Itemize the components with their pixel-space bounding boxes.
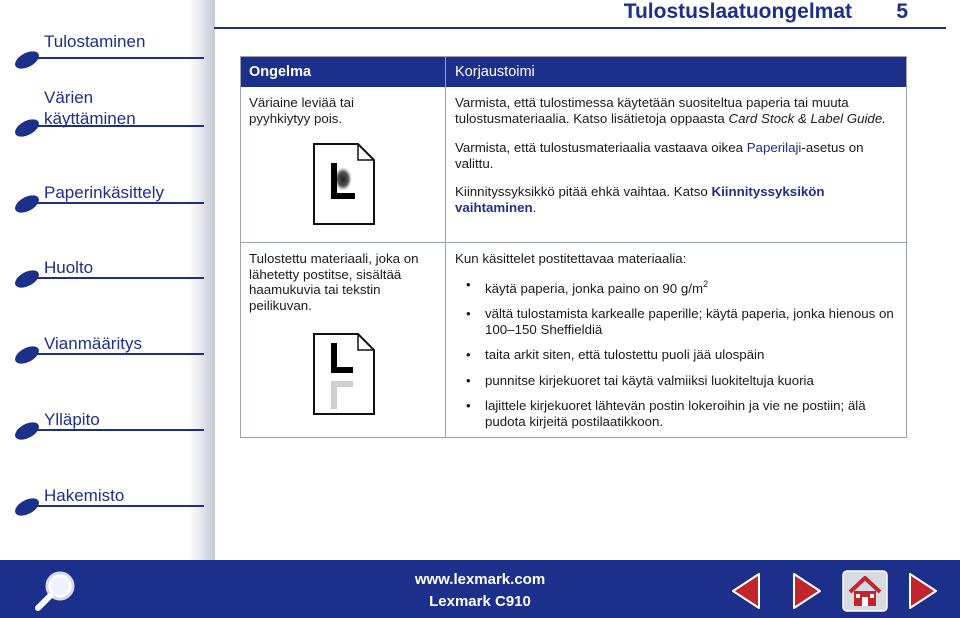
page-number: 5: [896, 0, 908, 23]
troubleshooting-table: [240, 56, 907, 438]
home-icon[interactable]: [842, 570, 888, 612]
action-paragraph: Varmista, että tulostusmateriaalia vastaava oikea Paperilaji-asetus on valittu.: [455, 140, 864, 171]
sidebar-item-hakemisto[interactable]: [14, 485, 204, 525]
sidebar-item-label: Hakemisto: [44, 486, 125, 505]
paper-type-link[interactable]: Paperilaji: [746, 140, 802, 155]
action-cell-1: [455, 95, 895, 215]
action-intro: Kun käsittelet postitettavaa materiaalia:: [455, 251, 687, 266]
sidebar-item-label: Ylläpito: [44, 410, 100, 429]
footer-url[interactable]: www.lexmark.com: [414, 571, 546, 588]
list-item: • punnitse kirjekuoret tai käytä valmiiksi luokiteltuja kuoria: [455, 373, 895, 389]
action-cell-2: [455, 251, 895, 439]
page-title: Tulostuslaatuongelmat: [623, 0, 852, 23]
action-list: [455, 277, 895, 430]
forward-arrow-icon[interactable]: [790, 572, 824, 610]
list-item: • taita arkit siten, että tulostettu puoli jää ulospäin: [455, 347, 895, 363]
list-item: • lajittele kirjekuoret lähtevän postin lokeroihin ja vie ne postiin; älä pudota kirjeitä postilaatikkoon.: [455, 398, 895, 429]
list-item: • vältä tulostamista karkealle paperille; käytä paperia, jonka hienous on 100–150 Sheffieldiä: [455, 306, 895, 337]
sidebar-item-tulostaminen[interactable]: [14, 31, 204, 71]
nav-bullet-icon: [12, 192, 42, 217]
sidebar: [0, 0, 215, 560]
footer-model: Lexmark C910: [429, 593, 531, 610]
sidebar-item-label: Vianmääritys: [44, 334, 142, 353]
guide-reference: Card Stock & Label Guide: [728, 110, 883, 126]
back-arrow-icon[interactable]: [729, 572, 763, 610]
nav-bullet-icon: [12, 116, 42, 141]
ghosted-page-icon: [313, 333, 375, 415]
footer: [0, 560, 960, 618]
problem-cell-1: Väriaine leviää tai pyyhkiytyy pois.: [249, 95, 354, 126]
smeared-page-icon: [313, 143, 375, 225]
sidebar-item-paperinkasittely[interactable]: [14, 182, 204, 222]
header-action: Korjaustoimi: [455, 64, 535, 80]
sidebar-item-label-line2: käyttäminen: [44, 109, 136, 128]
sidebar-item-huolto[interactable]: [14, 257, 204, 297]
nav-bullet-icon: [12, 48, 42, 73]
table-header: [241, 57, 906, 87]
sidebar-item-vianmaaritys[interactable]: [14, 333, 204, 373]
sidebar-item-label: Huolto: [44, 258, 94, 277]
sidebar-item-label: Paperinkäsittely: [44, 183, 165, 202]
sidebar-item-label: Värien: [44, 88, 94, 107]
nav-bullet-icon: [12, 419, 42, 444]
action-paragraph: Kiinnityssyksikkö pitää ehkä vaihtaa. Katso Kiinnityssyksikön vaihtaminen.: [455, 184, 825, 215]
action-paragraph: Varmista, että tulostimessa käytetään suositeltua paperia tai muuta tulostusmateriaalia. Katso lisätietoja oppaasta Card Stock & Label Guide.: [455, 95, 886, 126]
nav-bullet-icon: [12, 343, 42, 368]
problem-cell-2: Tulostettu materiaali, joka on lähetetty postitse, sisältää haamukuvia tai tekstin peilikuvan.: [249, 251, 419, 313]
fuser-replacement-link[interactable]: Kiinnityssyksikön vaihtaminen: [455, 184, 825, 215]
sidebar-item-label: Tulostaminen: [44, 32, 146, 51]
nav-bullet-icon: [12, 495, 42, 520]
sidebar-item-varien-kayttaminen[interactable]: [14, 87, 204, 139]
nav-bullet-icon: [12, 267, 42, 292]
next-page-arrow-icon[interactable]: [906, 572, 940, 610]
header-rule: [214, 27, 946, 29]
sidebar-item-yllapito[interactable]: [14, 409, 204, 449]
list-item: • käytä paperia, jonka paino on 90 $g/m^2$: [455, 277, 895, 297]
header-problem: Ongelma: [249, 64, 312, 80]
